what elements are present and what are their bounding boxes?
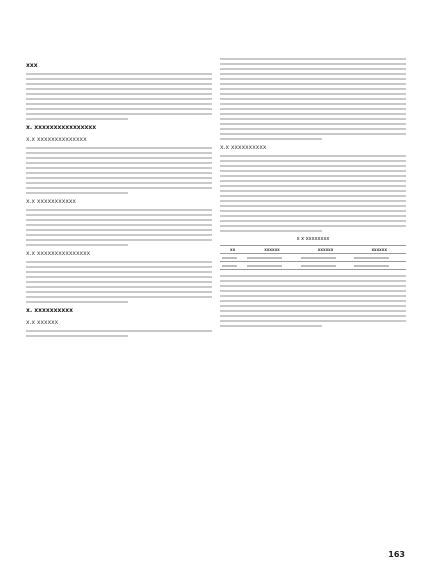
cell-text-line (247, 257, 282, 259)
left-column (26, 58, 212, 340)
section-heading: x. xxxxxxxxxx (26, 307, 73, 314)
text-line (26, 229, 212, 231)
cell-text-line (222, 265, 237, 267)
text-line (26, 335, 128, 337)
text-line (26, 234, 212, 236)
text-line (26, 78, 212, 80)
text-line (220, 98, 406, 100)
text-line (26, 301, 128, 303)
text-line (220, 205, 406, 207)
text-line (220, 325, 322, 327)
table-title: x x xxxxxxxx (296, 236, 330, 242)
text-line (220, 310, 406, 312)
text-line (220, 200, 406, 202)
text-line (26, 271, 212, 273)
text-line (26, 93, 212, 95)
text-line (220, 220, 406, 222)
text-line (220, 190, 406, 192)
cell-text-line (247, 265, 282, 267)
paragraph (220, 155, 406, 232)
text-line (26, 296, 212, 298)
text-line (220, 83, 406, 85)
subsection-heading: x.x xxxxxxxxxxx (26, 198, 76, 205)
text-line (220, 295, 406, 297)
section-heading: x. xxxxxxxxxxxxxxxx (26, 124, 97, 131)
section-heading: xxx (26, 62, 38, 69)
text-line (220, 118, 406, 120)
text-line (220, 103, 406, 105)
table-cell (220, 254, 245, 262)
text-line (220, 280, 406, 282)
table-cell (352, 262, 406, 270)
paragraph (26, 147, 212, 194)
table-cell (245, 254, 299, 262)
text-line (26, 261, 212, 263)
text-line (26, 187, 212, 189)
text-line (220, 88, 406, 90)
text-line (26, 98, 212, 100)
text-line (220, 113, 406, 115)
text-line (26, 172, 212, 174)
text-line (26, 88, 212, 90)
table-cell (299, 262, 353, 270)
text-line (26, 118, 128, 120)
text-line (220, 133, 406, 135)
table-cell (352, 254, 406, 262)
paragraph (26, 261, 212, 303)
text-line (220, 108, 406, 110)
text-line (26, 162, 212, 164)
text-line (220, 275, 406, 277)
text-line (220, 155, 406, 157)
table-row (220, 254, 406, 262)
text-line (220, 210, 406, 212)
subsection-heading: x.x xxxxxx (26, 319, 59, 326)
cell-text-line (354, 257, 389, 259)
text-line (26, 167, 212, 169)
text-line (220, 215, 406, 217)
text-line (26, 266, 212, 268)
text-line (220, 185, 406, 187)
text-line (26, 192, 128, 194)
text-line (26, 224, 212, 226)
table-header-cell: xxxxxx (245, 246, 299, 254)
text-line (26, 209, 212, 211)
text-line (26, 219, 212, 221)
text-line (220, 123, 406, 125)
text-line (220, 68, 406, 70)
text-line (220, 230, 322, 232)
text-line (220, 285, 406, 287)
text-line (220, 138, 322, 140)
text-line (26, 157, 212, 159)
text-line (26, 291, 212, 293)
subsection-heading: x.x xxxxxxxxxxxxxx (26, 136, 87, 143)
text-line (220, 290, 406, 292)
text-line (26, 152, 212, 154)
text-line (220, 165, 406, 167)
text-line (220, 225, 406, 227)
text-line (26, 103, 212, 105)
text-line (220, 160, 406, 162)
cell-text-line (222, 257, 237, 259)
text-line (220, 78, 406, 80)
table-cell (245, 262, 299, 270)
text-line (26, 113, 212, 115)
text-line (220, 300, 406, 302)
text-line (220, 73, 406, 75)
text-line (26, 83, 212, 85)
text-line (220, 320, 406, 322)
table-header-cell: xxxxxx (299, 246, 353, 254)
data-table (220, 245, 406, 270)
text-line (26, 108, 212, 110)
text-line (26, 330, 212, 332)
text-line (26, 177, 212, 179)
text-line (220, 175, 406, 177)
text-line (220, 170, 406, 172)
text-line (26, 147, 212, 149)
paragraph (26, 330, 212, 337)
text-line (220, 315, 406, 317)
cell-text-line (301, 257, 336, 259)
subsection-heading: x.x xxxxxxxxxx (220, 144, 267, 151)
text-line (26, 182, 212, 184)
text-line (26, 244, 128, 246)
text-line (26, 239, 212, 241)
text-line (220, 93, 406, 95)
text-line (220, 305, 406, 307)
cell-text-line (301, 265, 336, 267)
text-line (26, 214, 212, 216)
text-line (26, 281, 212, 283)
page-number: 163 (388, 550, 405, 559)
paragraph (220, 58, 406, 140)
table-cell (220, 262, 245, 270)
table-header-cell: xxxxxx (352, 246, 406, 254)
subsection-heading: x.x xxxxxxxxxxxxxxx (26, 250, 91, 257)
table-header-cell: xx (220, 246, 245, 254)
right-column (220, 58, 406, 330)
text-line (220, 180, 406, 182)
table-header-row (220, 246, 406, 254)
paragraph (220, 275, 406, 327)
text-line (220, 58, 406, 60)
text-line (26, 276, 212, 278)
text-line (220, 195, 406, 197)
text-line (220, 128, 406, 130)
table-cell (299, 254, 353, 262)
paragraph (26, 73, 212, 120)
paragraph (26, 209, 212, 246)
text-line (26, 286, 212, 288)
text-line (26, 73, 212, 75)
cell-text-line (354, 265, 389, 267)
text-line (220, 63, 406, 65)
table-row (220, 262, 406, 270)
